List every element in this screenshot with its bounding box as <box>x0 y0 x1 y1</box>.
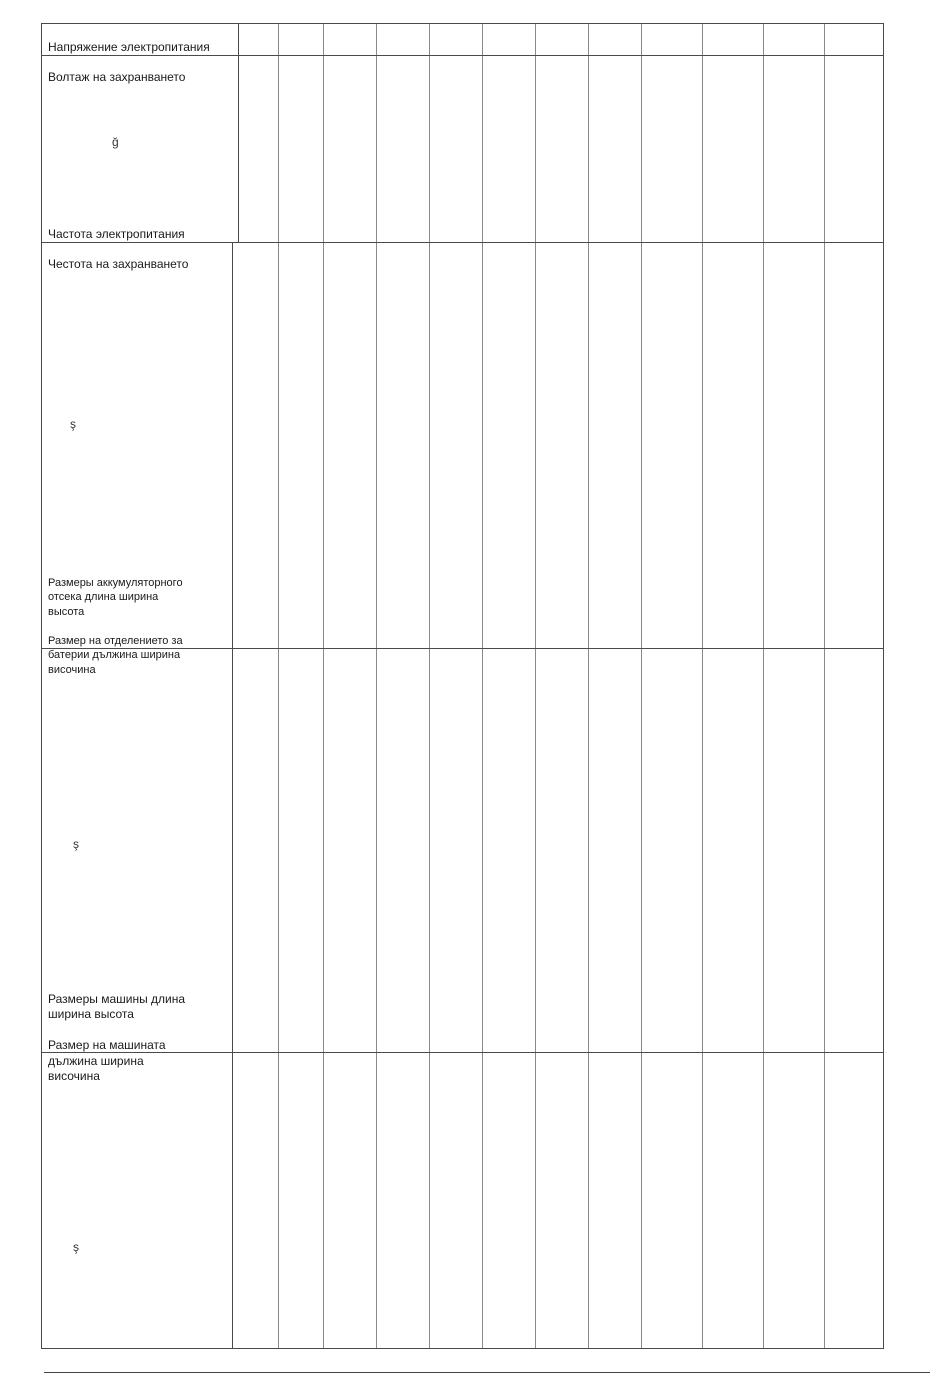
battery-compartment-label-ru: Размеры аккумуляторного отсека длина ширина высота <box>48 576 183 618</box>
spec-row-voltage <box>41 23 884 84</box>
spec-row-frequency <box>41 55 884 271</box>
voltage-label-ru: Напряжение электропитания <box>48 40 210 54</box>
machine-size-label-bg: Размер на машината дължина ширина височина <box>48 1038 166 1083</box>
frequency-label-ru: Частота электропитания <box>48 227 185 241</box>
spec-row-unlabeled <box>41 1052 884 1349</box>
frequency-label-bg: Честота на захранването <box>48 257 189 271</box>
frequency-glyph: ğ <box>112 135 119 149</box>
footer-rule <box>44 1372 930 1373</box>
machine-size-glyph: ş <box>73 837 79 851</box>
unlabeled-row-glyph: ş <box>73 1240 79 1254</box>
machine-size-label-ru: Размеры машины длина ширина высота <box>48 991 186 1021</box>
battery-compartment-label-bg: Размер на отделението за батерии дължина ширина височина <box>48 634 183 676</box>
battery-compartment-glyph: ş <box>70 417 76 431</box>
spec-row-machine-size <box>41 648 884 1083</box>
voltage-label-bg: Волтаж на захранването <box>48 70 186 84</box>
spec-row-battery-compartment <box>41 242 884 676</box>
